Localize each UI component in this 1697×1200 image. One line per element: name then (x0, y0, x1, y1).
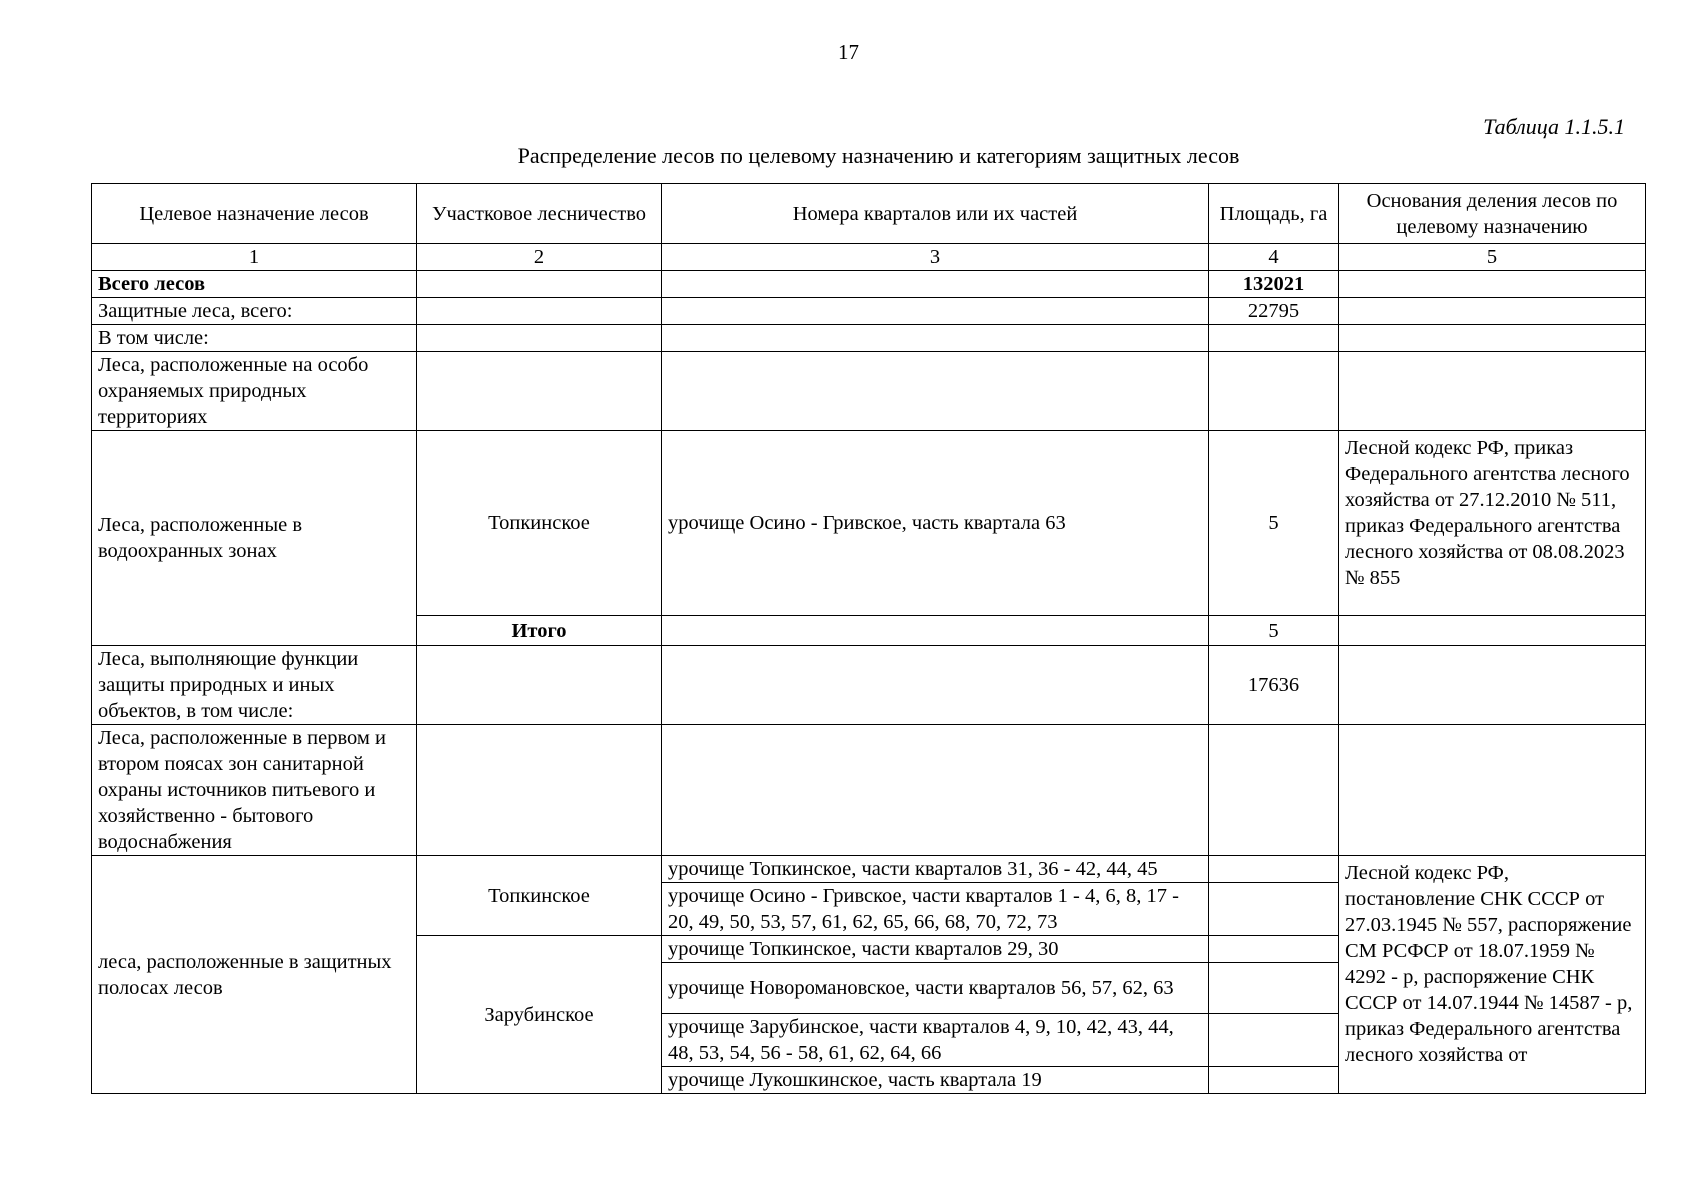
quarters-cell: урочище Новоромановское, части кварталов 56, 57, 62, 63 (662, 963, 1209, 1014)
header-cell: Участковое лесничество (417, 184, 662, 244)
column-number-row (92, 244, 1646, 271)
quarters-cell: урочище Осино - Гривское, части кварталов 1 - 4, 6, 8, 17 - 20, 49, 50, 53, 57, 61, 62, 65, 66, 68, 70, 72, 73 (662, 883, 1209, 936)
basis-cell: Лесной кодекс РФ, приказ Федерального агентства лесного хозяйства от 27.12.2010 № 511, приказ Федерального агентства лесного хозяйства от 08.08.2023 № 855 (1339, 431, 1646, 616)
table-row (92, 298, 1646, 325)
table-row (92, 271, 1646, 298)
row-label: Леса, выполняющие функции защиты природных и иных объектов, в том числе: (92, 646, 417, 725)
forest-distribution-table (91, 183, 1646, 1094)
header-cell: Основания деления лесов по целевому назначению (1339, 184, 1646, 244)
area-value: 22795 (1209, 298, 1339, 325)
table-title: Распределение лесов по целевому назначению и категориям защитных лесов (517, 143, 1240, 168)
column-number: 2 (417, 244, 662, 271)
table-row (92, 431, 1646, 616)
table-row (92, 325, 1646, 352)
forestry-cell: Топкинское (417, 856, 662, 936)
row-label: Леса, расположенные в водоохранных зонах (92, 431, 417, 646)
column-number: 4 (1209, 244, 1339, 271)
row-label: леса, расположенные в защитных полосах лесов (92, 856, 417, 1094)
header-cell: Целевое назначение лесов (92, 184, 417, 244)
column-number: 5 (1339, 244, 1646, 271)
forestry-cell: Топкинское (417, 431, 662, 616)
table-caption: Таблица 1.1.5.1 (1483, 114, 1625, 139)
table-row (92, 646, 1646, 725)
area-value: 132021 (1209, 271, 1339, 298)
column-number: 1 (92, 244, 417, 271)
area-value: 5 (1209, 616, 1339, 646)
column-number: 3 (662, 244, 1209, 271)
row-label: Защитные леса, всего: (92, 298, 417, 325)
itogo-label: Итого (417, 616, 662, 646)
table-row (92, 725, 1646, 856)
basis-cell: Лесной кодекс РФ, постановление СНК СССР от 27.03.1945 № 557, распоряжение СМ РСФСР от 18.07.1959 № 4292 - р, распоряжение СНК СССР от 14.07.1944 № 14587 - р, приказ Федерального агентства лесного хозяйства от (1339, 856, 1646, 1094)
header-cell: Номера кварталов или их частей (662, 184, 1209, 244)
area-value: 17636 (1209, 646, 1339, 725)
quarters-cell: урочище Лукошкинское, часть квартала 19 (662, 1067, 1209, 1094)
row-label: Леса, расположенные в первом и втором поясах зон санитарной охраны источников питьевого и хозяйственно - бытового водоснабжения (92, 725, 417, 856)
header-cell: Площадь, га (1209, 184, 1339, 244)
page-number: 17 (838, 40, 859, 64)
row-label: В том числе: (92, 325, 417, 352)
quarters-cell: урочище Топкинское, части кварталов 29, 30 (662, 936, 1209, 963)
row-label: Леса, расположенные на особо охраняемых природных территориях (92, 352, 417, 431)
quarters-cell: урочище Осино - Гривское, часть квартала 63 (662, 431, 1209, 616)
row-label: Всего лесов (92, 271, 417, 298)
header-row (92, 184, 1646, 244)
quarters-cell: урочище Зарубинское, части кварталов 4, 9, 10, 42, 43, 44, 48, 53, 54, 56 - 58, 61, 62, 64, 66 (662, 1014, 1209, 1067)
area-value: 5 (1209, 431, 1339, 616)
forestry-cell: Зарубинское (417, 936, 662, 1094)
table-row (92, 352, 1646, 431)
quarters-cell: урочище Топкинское, части кварталов 31, 36 - 42, 44, 45 (662, 856, 1209, 883)
table-row (92, 856, 1646, 883)
